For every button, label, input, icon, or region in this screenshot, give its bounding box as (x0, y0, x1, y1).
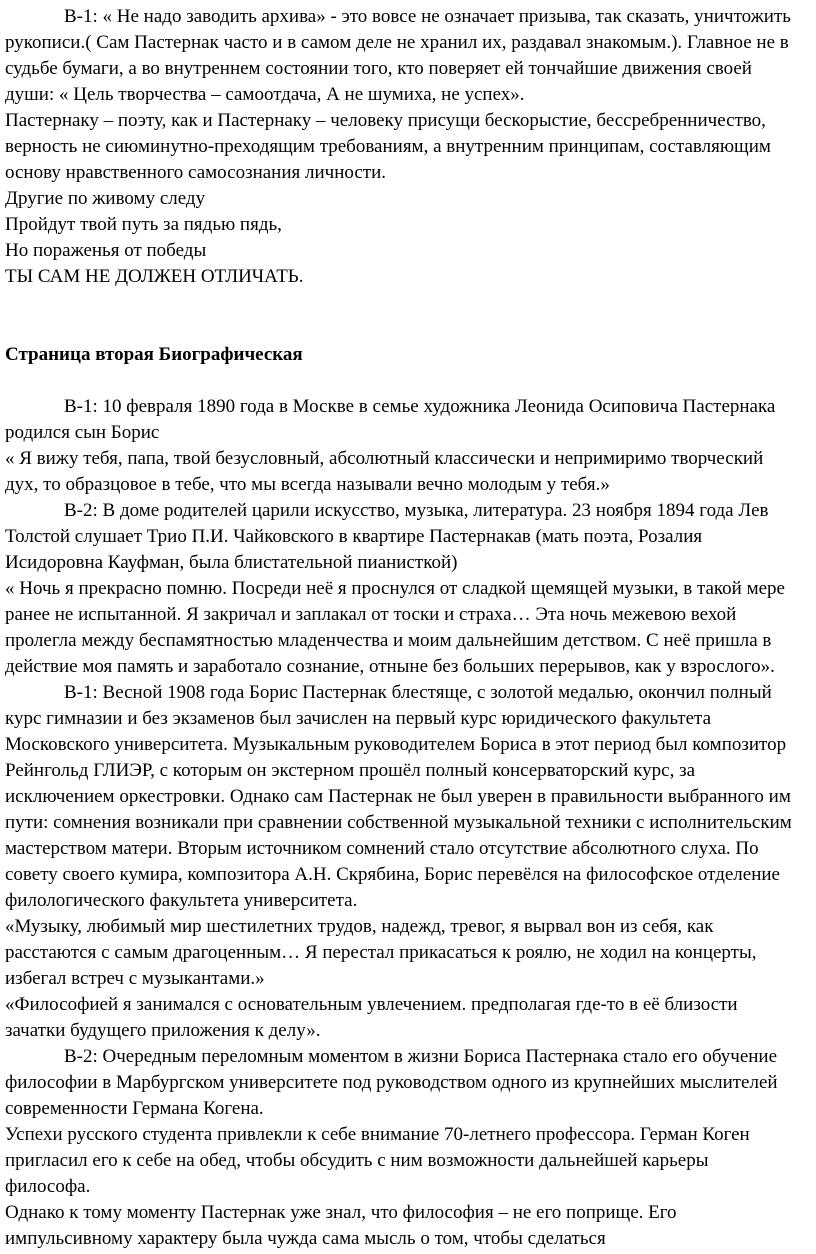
quote-father: « Я вижу тебя, папа, твой безусловный, абсолютный классически и непримиримо творческий дух, то образцовое в тебе, что мы всегда называли вечно молодым у тебя.» (5, 448, 764, 495)
verse-line: Другие по живому следу (5, 188, 206, 209)
quote-philosophy: «Философией я занимался с основательным увлечением. предполагая где-то в её близости зачатки будущего приложения к делу». (5, 994, 738, 1041)
paragraph-marburg: В-2: Очередным переломным моментом в жизни Бориса Пастернака стало его обучение философии в Марбургском университете под руководством одного из крупнейших мыслителей современности Германа Когена. (5, 1046, 778, 1119)
paragraph-archive: В-1: « Не надо заводить архива» - это вовсе не означает призыва, так сказать, уничтожить рукописи.( Сам Пастернак часто и в самом деле не хранил их, раздавал знакомым.). Главное не в судьбе бумаги, а во внутреннем состоянии того, кто поверяет ей тончайшие движения своей души: « Цель творчества – самоотдача, А не шумиха, не успех». (5, 6, 791, 105)
verse-line: Но пораженья от победы (5, 240, 207, 261)
quote-night: « Ночь я прекрасно помню. Посреди неё я проснулся от сладкой щемящей музыки, в такой мере ранее не испытанной. Я закричал и заплакал от тоски и страха… Эта ночь межевою вехой пролегла между беспамятностью младенчества и моим дальнейшим детством. С неё пришла в действие моя память и заработало сознание, отныне без больших перерывов, как у взрослого». (5, 578, 785, 677)
paragraph-birth: В-1: 10 февраля 1890 года в Москве в семье художника Леонида Осиповича Пастернака родился сын Борис (5, 396, 776, 443)
paragraph-cohen: Успехи русского студента привлекли к себе внимание 70-летнего профессора. Герман Коген пригласил его к себе на обед, чтобы обсудить с ним возможности дальнейшей карьеры философа. (5, 1124, 750, 1197)
verse-line: ТЫ САМ НЕ ДОЛЖЕН ОТЛИЧАТЬ. (5, 266, 304, 287)
section-heading: Страница вторая Биографическая (5, 344, 303, 365)
paragraph-1908: В-1: Весной 1908 года Борис Пастернак блестяще, с золотой медалью, окончил полный курс гимназии и без экзаменов был зачислен на первый курс юридического факультета Московского университета. Музыкальным руководителем Бориса в этот период был композитор Рейнгольд ГЛИЭР, с которым он экстерном прошёл полный консерваторский курс, за исключением оркестровки. Однако сам Пастернак не был уверен в правильности выбранного им пути: сомнения возникали при сравнении собственной музыкальной техники с исполнительским мастерством матери. Вторым источником сомнений стало отсутствие абсолютного слуха. По совету своего кумира, композитора А.Н. Скрябина, Борис перевёлся на философское отделение филологического факультета университета. (5, 682, 792, 911)
verse-line: Пройдут твой путь за пядью пядь, (5, 214, 282, 235)
quote-music: «Музыку, любимый мир шестилетних трудов, надежд, тревог, я вырвал вон из себя, как расстаются с самым драгоценным… Я перестал прикасаться к роялю, не ходил на концерты, избегал встреч с музыкантами.» (5, 916, 757, 989)
blank-line (5, 290, 792, 316)
paragraph-qualities: Пастернаку – поэту, как и Пастернаку – человеку присущи бескорыстие, бессребренничество, верность не сиюминутно-преходящим требованиям, а внутренним принципам, составляющим основу нравственного самосознания личности. (5, 110, 771, 183)
blank-line (5, 368, 792, 394)
blank-line (5, 316, 792, 342)
paragraph-however: Однако к тому моменту Пастернак уже знал, что философия – не его поприще. Его импульсивному характеру была чужда сама мысль о том, чтобы сделаться (5, 1202, 677, 1249)
paragraph-home: В-2: В доме родителей царили искусство, музыка, литература. 23 ноября 1894 года Лев Толстой слушает Трио П.И. Чайковского в квартире Пастернакав (мать поэта, Розалия Исидоровна Кауфман, была блистательной пианисткой) (5, 500, 769, 573)
